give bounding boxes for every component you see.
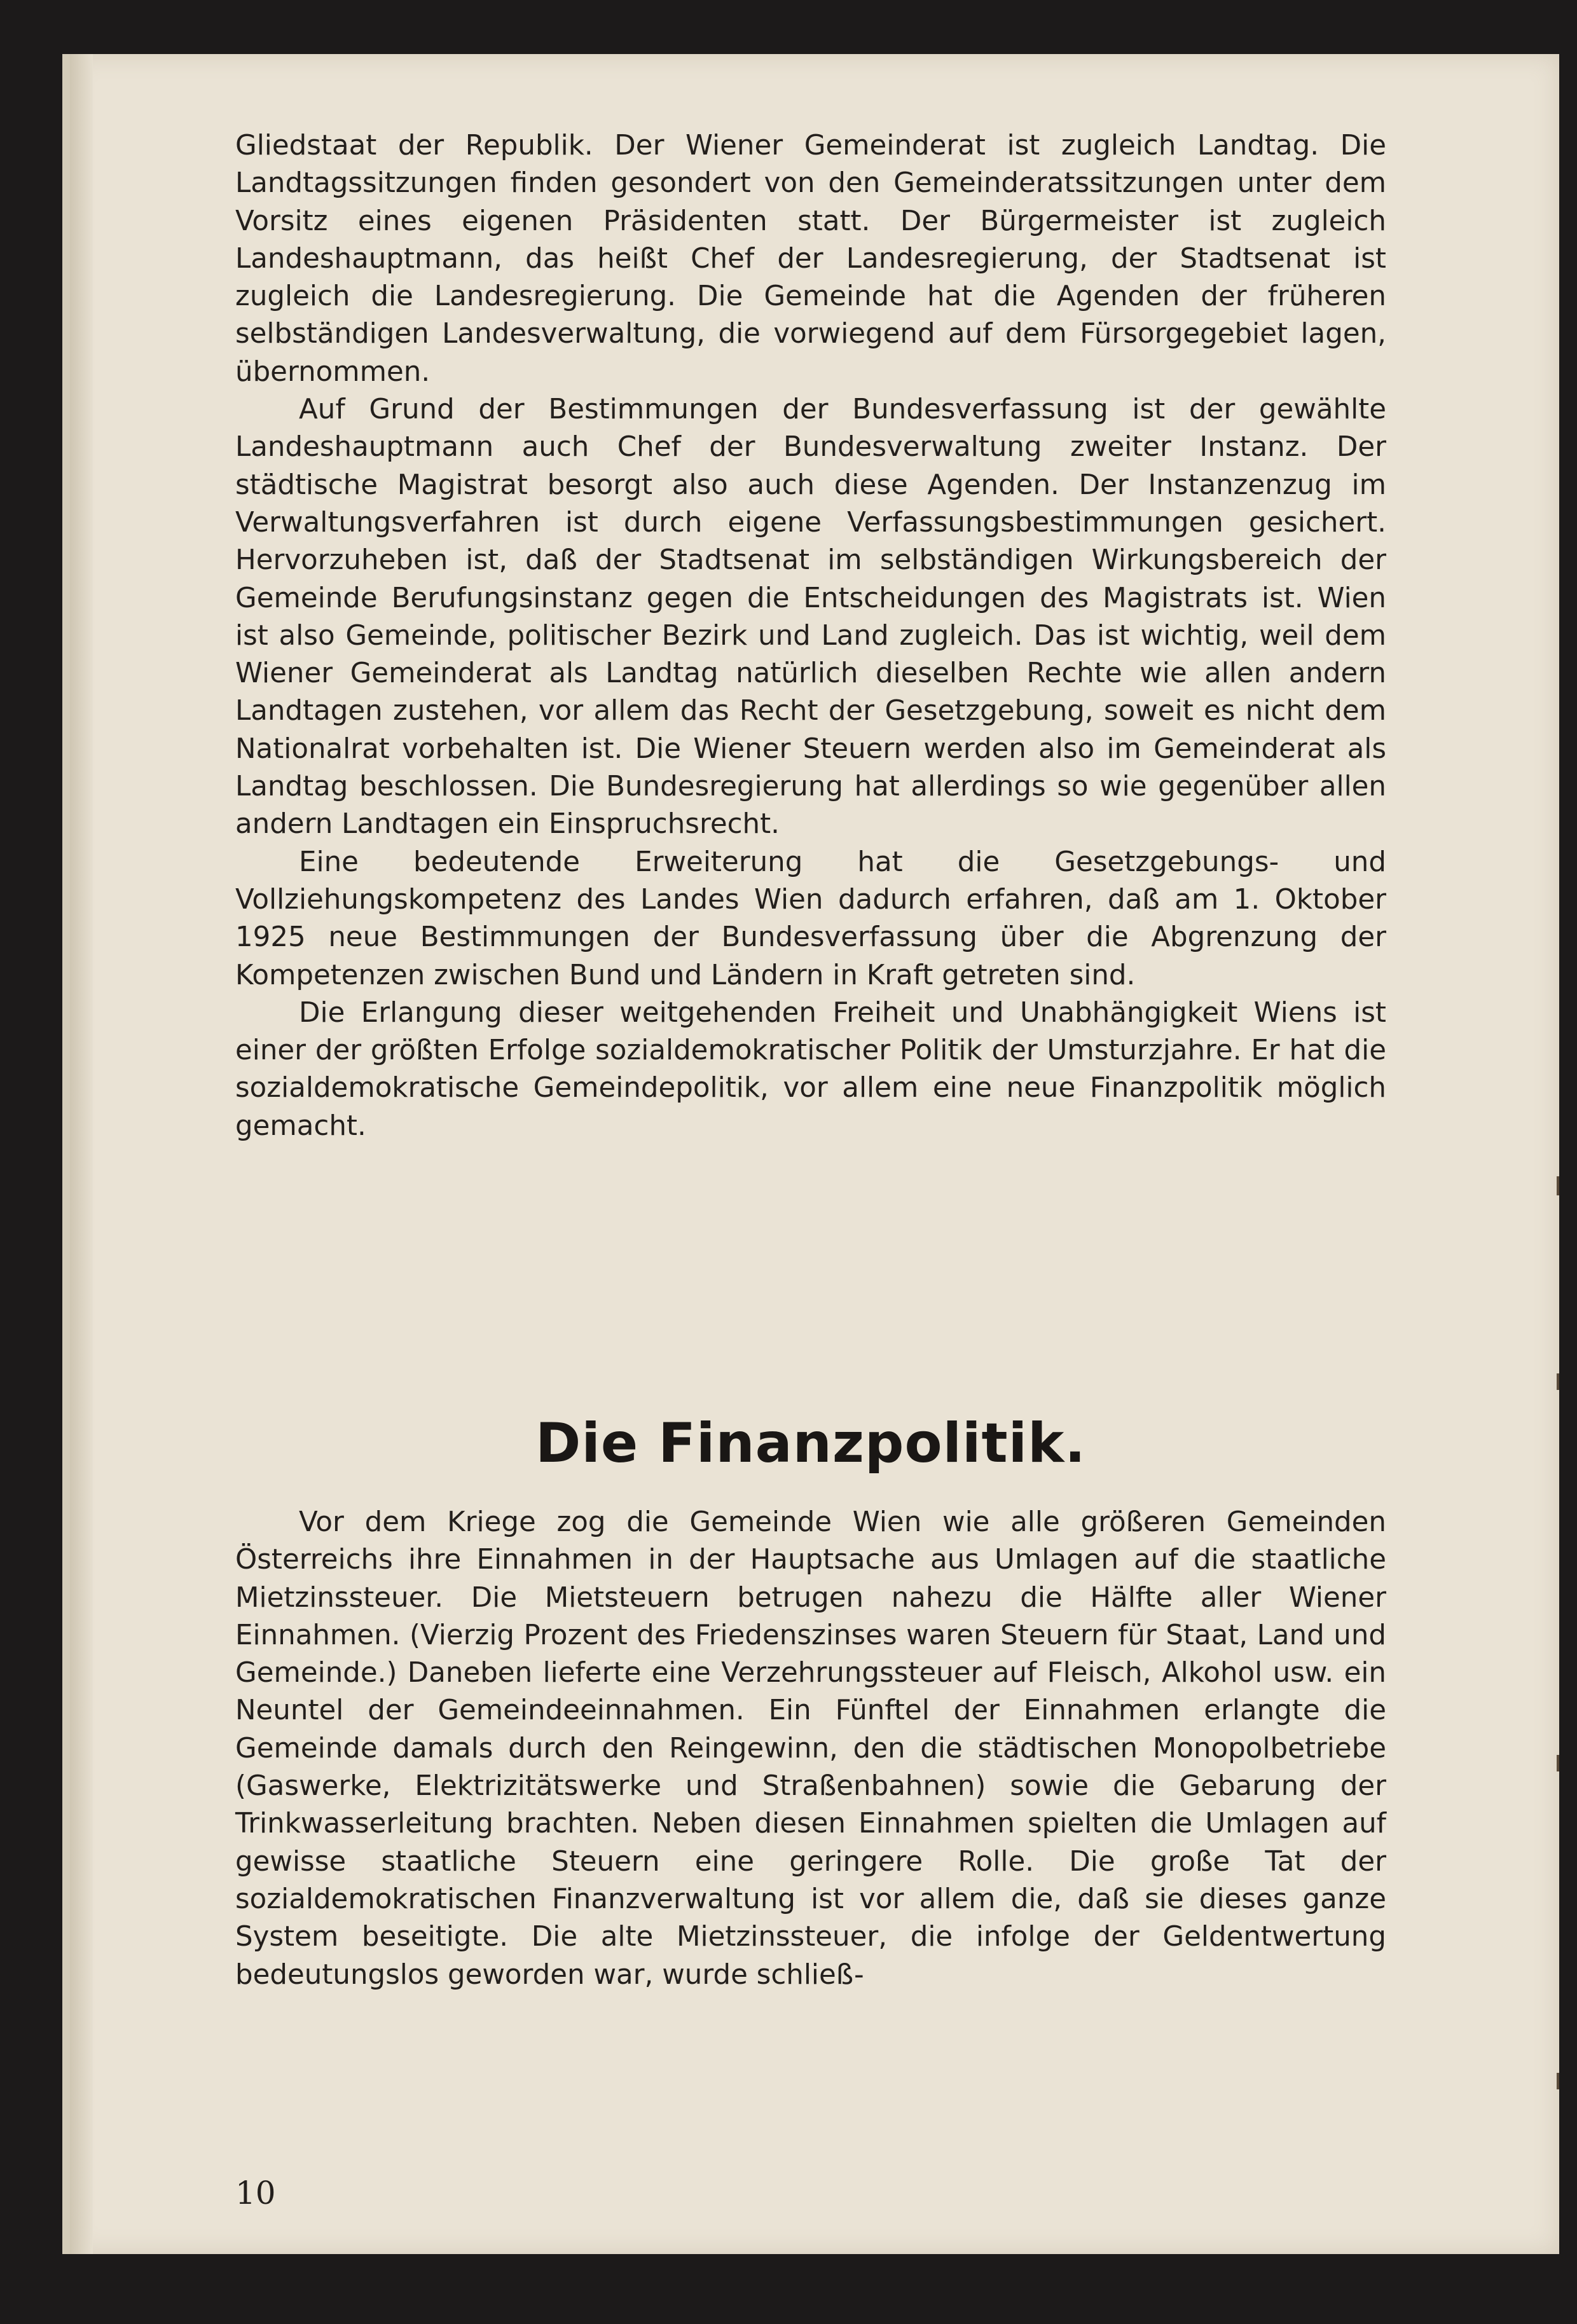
edge-mark xyxy=(1557,1373,1559,1390)
section-heading: Die Finanzpolitik. xyxy=(535,1412,1086,1475)
page-gutter xyxy=(70,54,93,2254)
edge-mark xyxy=(1557,1755,1559,1771)
page-edge-marks xyxy=(1557,0,1577,2324)
paragraph: Die Erlangung dieser weitgehenden Freiheit und Unabhängigkeit Wiens ist einer der größten Erfolge sozialdemokratischer Politik der Umsturzjahre. Er hat die sozialdemokratische Gemeindepolitik, vor allem eine neue Finanzpolitik möglich gemacht. xyxy=(235,996,1386,1142)
paragraph: Eine bedeutende Erweiterung hat die Gesetzgebungs- und Vollziehungskompetenz des Landes Wien dadurch erfahren, daß am 1. Oktober 1925 neue Bestimmungen der Bundesverfassung über die Abgrenzung der Kompetenzen zwischen Bund und Ländern in Kraft getreten sind. xyxy=(235,846,1386,991)
edge-mark xyxy=(1557,2073,1559,2089)
paragraph: Gliedstaat der Republik. Der Wiener Gemeinderat ist zugleich Landtag. Die Landtagssitzungen finden gesondert von den Gemeinderatssitzungen unter dem Vorsitz eines eigenen Präsidenten statt. Der Bürgermeister ist zugleich Landeshauptmann, das heißt Chef der Landesregierung, der Stadtsenat ist zugleich die Landesregierung. Die Gemeinde hat die Agenden der früheren selbständigen Landesverwaltung, die vorwiegend auf dem Fürsorgegebiet lagen, übernommen. xyxy=(235,130,1386,388)
section-two-text xyxy=(235,1504,1386,1994)
edge-mark xyxy=(1557,1176,1559,1195)
paragraph: Vor dem Kriege zog die Gemeinde Wien wie alle größeren Gemeinden Österreichs ihre Einnahmen in der Hauptsache aus Umlagen auf die staatliche Mietzinssteuer. Die Mietsteuern betrugen nahezu die Hälfte aller Wiener Einnahmen. (Vierzig Prozent des Friedenszinses waren Steuern für Staat, Land und Gemeinde.) Daneben lieferte eine Verzehrungssteuer auf Fleisch, Alkohol usw. ein Neuntel der Gemeindeeinnahmen. Ein Fünftel der Einnahmen erlangte die Gemeinde damals durch den Reingewinn, den die städtischen Monopolbetriebe (Gaswerke, Elektrizitätswerke und Straßenbahnen) sowie die Gebarung der Trinkwasserleitung brachten. Neben diesen Einnahmen spielten die Umlagen auf gewisse staatliche Steuern eine geringere Rolle. Die große Tat der sozialdemokratischen Finanzverwaltung ist vor allem die, daß sie dieses ganze System beseitigte. Die alte Mietzinssteuer, die infolge der Geldentwertung bedeutungslos geworden war, wurde schließ- xyxy=(235,1506,1386,1991)
section-one-text xyxy=(235,127,1386,1145)
paragraph: Auf Grund der Bestimmungen der Bundesverfassung ist der gewählte Landeshauptmann auch Chef der Bundesverwaltung zweiter Instanz. Der städtische Magistrat besorgt also auch diese Agenden. Der Instanzenzug im Verwaltungsverfahren ist durch eigene Verfassungsbestimmungen gesichert. Hervorzuheben ist, daß der Stadtsenat im selbständigen Wirkungsbereich der Gemeinde Berufungsinstanz gegen die Entscheidungen des Magistrats ist. Wien ist also Gemeinde, politischer Bezirk und Land zugleich. Das ist wichtig, weil dem Wiener Gemeinderat als Landtag natürlich dieselben Rechte wie allen andern Landtagen zustehen, vor allem das Recht der Gesetzgebung, soweit es nicht dem Nationalrat vorbehalten ist. Die Wiener Steuern werden also im Gemeinderat als Landtag beschlossen. Die Bundesregierung hat allerdings so wie gegenüber allen andern Landtagen ein Einspruchsrecht. xyxy=(235,394,1386,841)
page-number: 10 xyxy=(235,2175,276,2211)
